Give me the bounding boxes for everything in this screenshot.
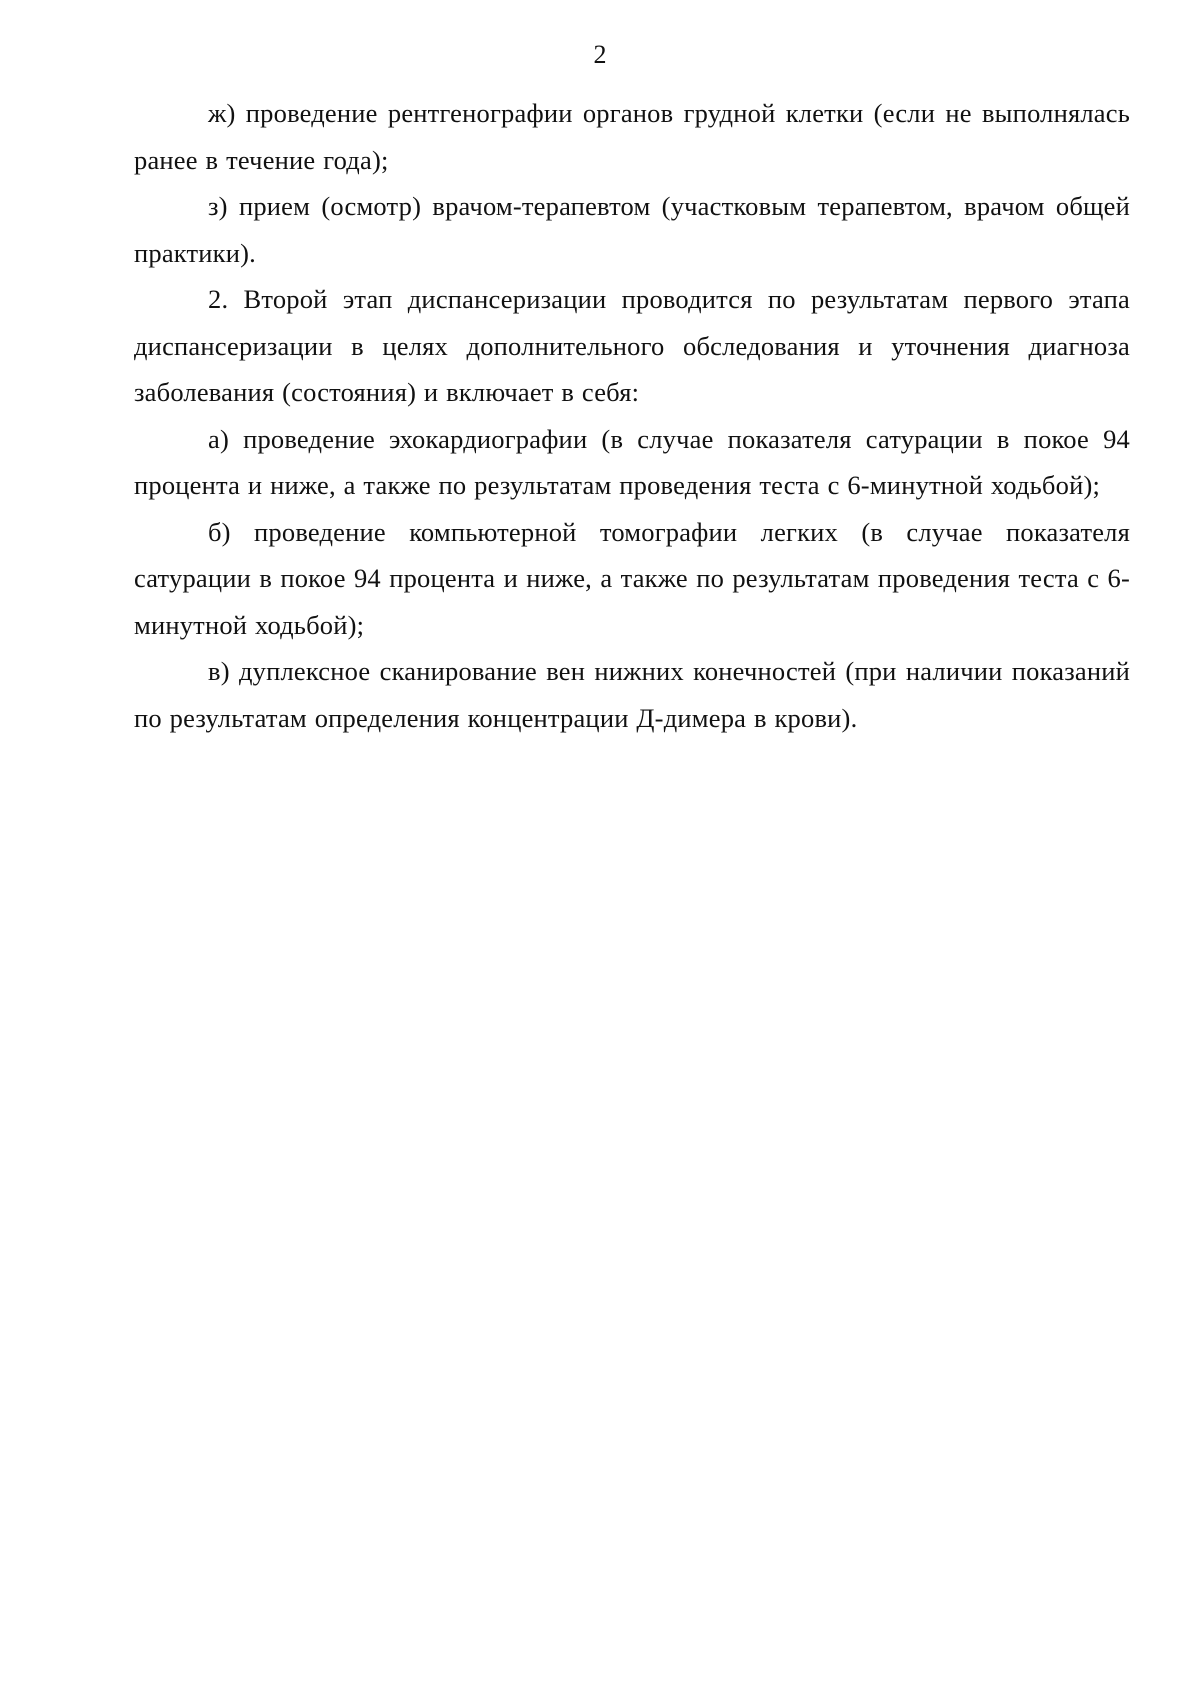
paragraph-section-2: 2. Второй этап диспансеризации проводится по результатам первого этапа диспансеризации в целях дополнительного обследования и уточнения диагноза заболевания (состояния) и включает в себя: [134,284,1130,407]
paragraph-item-v: в) дуплексное сканирование вен нижних конечностей (при наличии показаний по результатам определения концентрации Д-димера в крови). [134,656,1130,733]
paragraph-item-b: б) проведение компьютерной томографии легких (в случае показателя сатурации в покое 94 процента и ниже, а также по результатам проведения теста с 6-минутной ходьбой); [134,516,1130,640]
paragraph-item-a: а) проведение эхокардиографии (в случае показателя сатурации в покое 94 процента и ниже, а также по результатам проведения теста с 6-минутной ходьбой); [134,423,1130,500]
document-body [134,90,1130,741]
paragraph-item-z: з) прием (осмотр) врачом-терапевтом (участковым терапевтом, врачом общей практики). [134,191,1130,268]
page-number: 2 [593,40,607,69]
paragraph-item-zh: ж) проведение рентгенографии органов грудной клетки (если не выполнялась ранее в течение года); [134,98,1130,175]
